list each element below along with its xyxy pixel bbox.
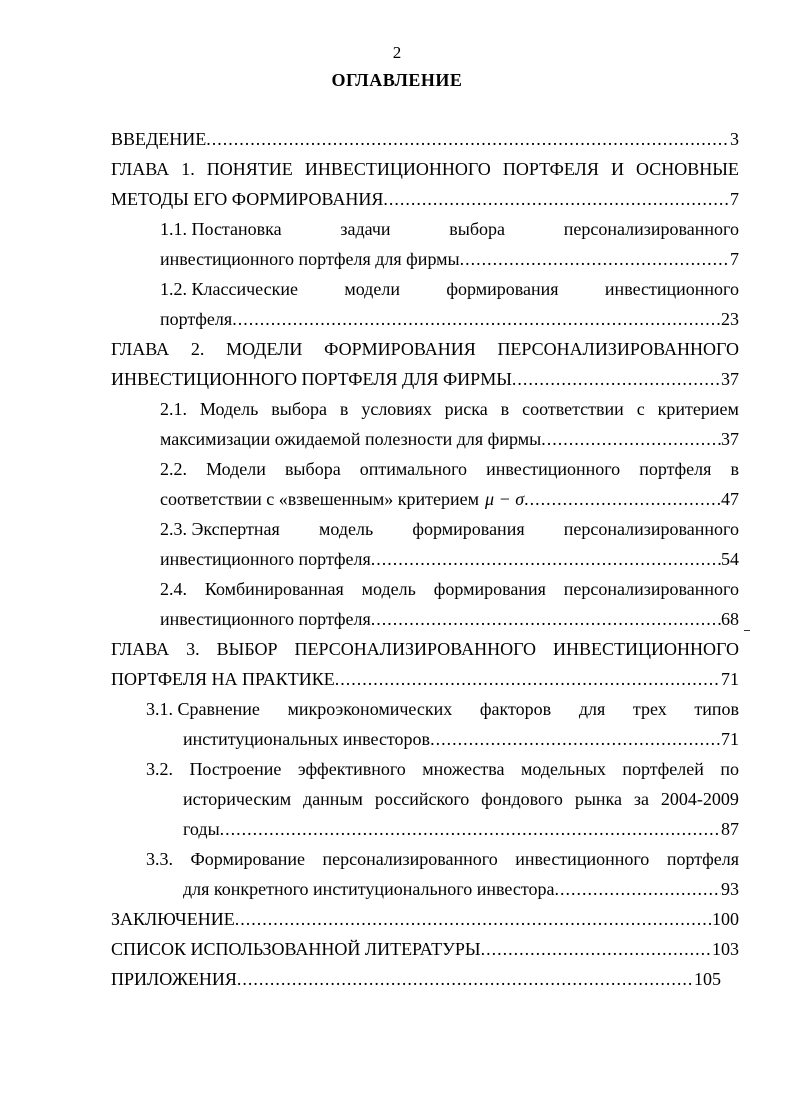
word: выбора	[271, 399, 327, 419]
toc-entry-1-2-line1[interactable]	[160, 278, 739, 302]
toc-entry-text: портфеля	[160, 309, 233, 329]
toc-entry-3-3-line2[interactable]	[183, 878, 739, 902]
word: 3.2.	[146, 759, 173, 779]
toc-page-number: 100	[712, 909, 739, 929]
page-number: 2	[392, 43, 402, 62]
word: формирования	[446, 279, 559, 299]
word: типов	[694, 699, 739, 719]
toc-entry-1-2-line2[interactable]	[160, 308, 739, 332]
toc-entry-2-3-line1[interactable]	[160, 518, 739, 542]
toc-entry-2-4-line2[interactable]	[160, 608, 739, 632]
word: с	[636, 399, 645, 419]
word: множества	[422, 759, 505, 779]
dot-leader	[460, 248, 730, 270]
toc-entry-2-1-line2[interactable]	[160, 428, 739, 452]
word: формирования	[433, 579, 546, 599]
toc-entry-ch2-line1[interactable]	[111, 338, 739, 362]
toc-entry-text: соответствии с «взвешенным» критерием	[160, 489, 480, 509]
toc-entry-3-1-line1[interactable]	[146, 698, 739, 722]
word: данным	[303, 789, 363, 809]
toc-entry-appendices[interactable]	[111, 968, 721, 992]
toc-entry-text: годы	[183, 819, 220, 839]
toc-page-number: 87	[721, 819, 739, 839]
toc-entry-text: ПОРТФЕЛЯ НА ПРАКТИКЕ	[111, 669, 335, 689]
word: ПЕРСОНАЛИЗИРОВАННОГО	[294, 639, 537, 659]
toc-entry-text: СПИСОК ИСПОЛЬЗОВАННОЙ ЛИТЕРАТУРЫ	[111, 939, 481, 959]
word: персонализированного	[563, 219, 739, 239]
toc-entry-ch3-line1[interactable]	[111, 638, 739, 662]
dot-leader	[383, 188, 730, 210]
word: 2.	[190, 339, 205, 359]
word: ГЛАВА	[111, 159, 170, 179]
toc-entry-references[interactable]	[111, 938, 739, 962]
word: выбора	[284, 459, 341, 479]
toc-entry-text: инвестиционного портфеля	[160, 609, 371, 629]
word: 2.1.	[160, 399, 187, 419]
word: портфеля	[666, 849, 739, 869]
word: 2.3. Экспертная	[160, 519, 280, 539]
word: Комбинированная	[204, 579, 344, 599]
toc-page-number: 54	[721, 549, 739, 569]
word: портфелей	[622, 759, 704, 779]
word: ИНВЕСТИЦИОННОГО	[553, 639, 739, 659]
math-expression: μ − σ	[485, 489, 525, 509]
word: по	[720, 759, 739, 779]
toc-page-number: 37	[721, 429, 739, 449]
toc-entry-text: ПРИЛОЖЕНИЯ	[111, 969, 237, 989]
word: микроэкономических	[287, 699, 453, 719]
word: 3.	[186, 639, 200, 659]
dot-leader	[237, 968, 694, 990]
word: ФОРМИРОВАНИЯ	[324, 339, 476, 359]
stray-mark	[744, 630, 750, 631]
toc-page-number: 103	[712, 939, 739, 959]
word: эффективного	[297, 759, 406, 779]
toc-page-number: 47	[721, 489, 739, 509]
word: Формирование	[190, 849, 305, 869]
word: инвестиционного	[515, 849, 650, 869]
word: ГЛАВА	[111, 639, 170, 659]
word: 3.3.	[146, 849, 173, 869]
dot-leader	[220, 818, 721, 840]
word: ПОРТФЕЛЯ	[502, 159, 599, 179]
dot-leader	[430, 728, 721, 750]
dot-leader	[371, 608, 721, 630]
toc-entry-ch2-line2[interactable]	[111, 368, 739, 392]
word: фондового	[481, 789, 563, 809]
toc-entry-2-4-line1[interactable]	[160, 578, 739, 602]
word: Модели	[206, 459, 266, 479]
toc-entry-3-3-line1[interactable]	[146, 848, 739, 872]
toc-entry-1-1-line1[interactable]	[160, 218, 739, 242]
word: для	[578, 699, 606, 719]
word: ПЕРСОНАЛИЗИРОВАННОГО	[497, 339, 739, 359]
dot-leader	[335, 668, 721, 690]
toc-entry-intro[interactable]	[111, 128, 739, 152]
word: портфеля	[639, 459, 712, 479]
word: 2.4.	[160, 579, 187, 599]
word: соответствии	[522, 399, 624, 419]
toc-entry-ch3-line2[interactable]	[111, 668, 739, 692]
toc-entry-2-2-line2[interactable]	[160, 488, 739, 512]
word: оптимального	[359, 459, 468, 479]
word: 1.1. Постановка	[160, 219, 282, 239]
word: персонализированного	[563, 519, 739, 539]
toc-entry-text: для конкретного институционального инвестора	[183, 879, 555, 899]
toc-entry-text: МЕТОДЫ ЕГО ФОРМИРОВАНИЯ	[111, 189, 384, 209]
toc-entry-text: ВВЕДЕНИЕ	[111, 129, 207, 149]
word: в	[500, 399, 510, 419]
toc-page-number: 37	[721, 369, 739, 389]
toc-entry-text: максимизации ожидаемой полезности для фирмы	[160, 429, 542, 449]
word: модель	[361, 579, 416, 599]
toc-entry-ch1-line2[interactable]	[111, 188, 739, 212]
toc-entry-2-2-line1[interactable]	[160, 458, 739, 482]
word: модельных	[520, 759, 606, 779]
word: выбора	[449, 219, 506, 239]
toc-entry-text: инвестиционного портфеля для фирмы	[160, 249, 460, 269]
word: условиях	[361, 399, 432, 419]
word: рынка	[574, 789, 623, 809]
word: 2004-2009	[660, 789, 739, 809]
dot-leader	[232, 308, 721, 330]
toc-entry-ch1-line1[interactable]	[111, 158, 739, 182]
dot-leader	[206, 128, 730, 150]
toc-title: ОГЛАВЛЕНИЕ	[331, 70, 463, 90]
word: трех	[632, 699, 667, 719]
toc-entry-text: институциональных инвесторов	[183, 729, 431, 749]
toc-entry-2-3-line2[interactable]	[160, 548, 739, 572]
toc-page-number: 71	[721, 729, 739, 749]
toc-entry-2-1-line1[interactable]	[160, 398, 739, 422]
word: задачи	[340, 219, 391, 239]
word: ИНВЕСТИЦИОННОГО	[304, 159, 491, 179]
word: факторов	[479, 699, 552, 719]
toc-page-number: 68	[721, 609, 739, 629]
toc-entry-text: ЗАКЛЮЧЕНИЕ	[111, 909, 235, 929]
word: 1.2. Классические	[160, 279, 298, 299]
word: российского	[374, 789, 470, 809]
toc-page-number: 3	[730, 129, 739, 149]
word: модель	[319, 519, 374, 539]
word: Модель	[199, 399, 259, 419]
dot-leader	[371, 548, 721, 570]
dot-leader	[512, 368, 721, 390]
dot-leader	[524, 488, 721, 510]
dot-leader	[235, 908, 712, 930]
word: критерием	[657, 399, 739, 419]
word: персонализированного	[322, 849, 498, 869]
toc-page-number: 23	[721, 309, 739, 329]
word: модели	[344, 279, 400, 299]
word: ГЛАВА	[111, 339, 170, 359]
dot-leader	[554, 878, 721, 900]
dot-leader	[481, 938, 712, 960]
toc-entry-text: ИНВЕСТИЦИОННОГО ПОРТФЕЛЯ ДЛЯ ФИРМЫ	[111, 369, 512, 389]
word: формирования	[412, 519, 525, 539]
toc-entry-text: инвестиционного портфеля	[160, 549, 371, 569]
word: инвестиционного	[604, 279, 739, 299]
word: персонализированного	[563, 579, 739, 599]
toc-entry-3-2-line1[interactable]	[146, 758, 739, 782]
word: в	[339, 399, 349, 419]
word: ВЫБОР	[216, 639, 278, 659]
toc-page-number: 105	[694, 969, 721, 989]
word: историческим	[183, 789, 292, 809]
word: за	[633, 789, 650, 809]
toc-entry-3-2-line3[interactable]	[183, 818, 739, 842]
word: инвестиционного	[486, 459, 621, 479]
word: 3.1. Сравнение	[146, 699, 260, 719]
toc-entry-1-1-line2[interactable]	[160, 248, 739, 272]
word: МОДЕЛИ	[226, 339, 303, 359]
dot-leader	[541, 428, 721, 450]
toc-page-number: 93	[721, 879, 739, 899]
toc-page-number: 7	[730, 189, 739, 209]
toc-page-number: 7	[730, 249, 739, 269]
toc-entry-3-2-line2[interactable]	[183, 788, 739, 812]
word: 2.2.	[160, 459, 187, 479]
word: ПОНЯТИЕ	[206, 159, 293, 179]
word: 1.	[181, 159, 195, 179]
toc-entry-conclusion[interactable]	[111, 908, 739, 932]
toc-page-number: 71	[721, 669, 739, 689]
word: И	[610, 159, 624, 179]
word: ОСНОВНЫЕ	[636, 159, 739, 179]
word: в	[730, 459, 739, 479]
word: риска	[444, 399, 488, 419]
word: Построение	[189, 759, 282, 779]
toc-entry-3-1-line2[interactable]	[183, 728, 739, 752]
